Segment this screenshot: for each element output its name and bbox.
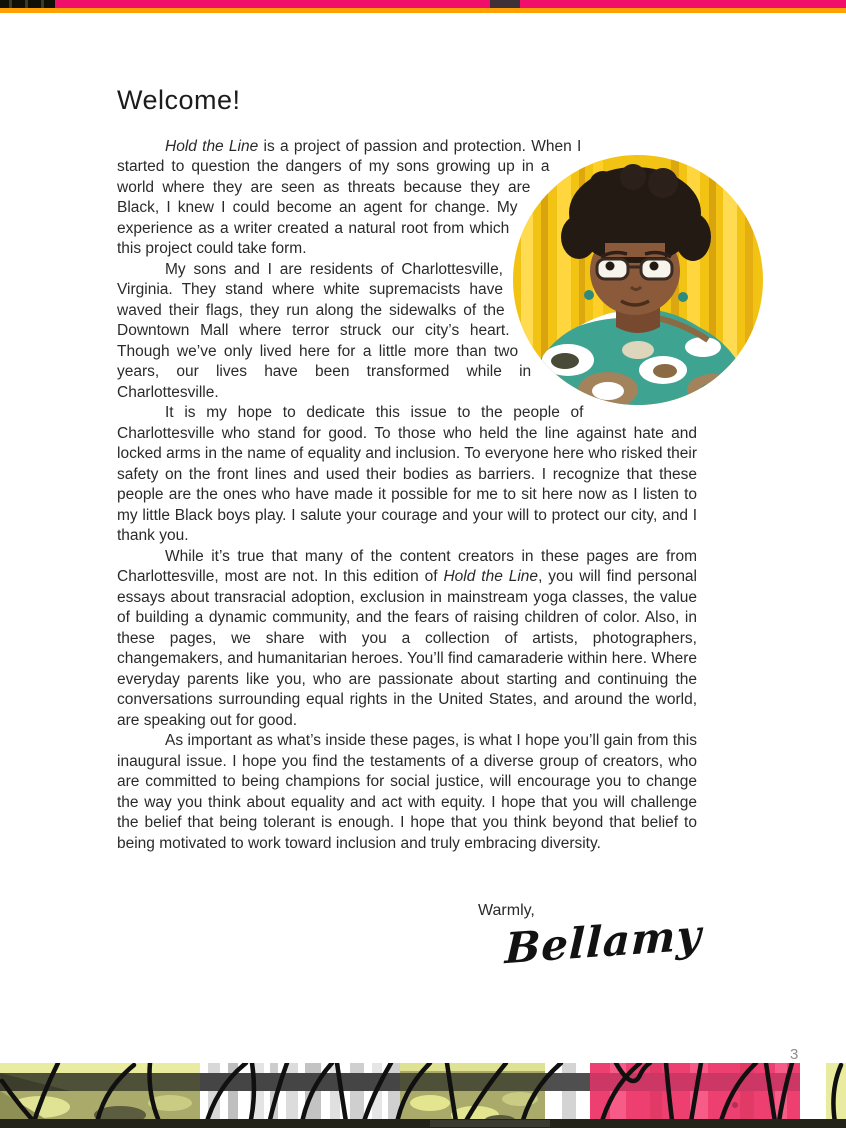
top-bar-left-pattern	[0, 0, 55, 8]
page-number: 3	[790, 1046, 799, 1063]
bottom-collage-graphic	[0, 1063, 846, 1128]
letter-paragraph-5: As important as what’s inside these pages, is what I hope you’ll gain from this inaugural issue. I hope you find the testaments of a diverse group of creators, who are committed to being champions for social justice, will encourage you to change the way you think about equality and act with equity. I hope that you will challenge the belief that being tolerant is enough. I hope that you think beyond that belief to being motivated to work toward inclusion and truly embracing diversity.	[117, 732, 697, 852]
portrait-photo-graphic	[513, 155, 763, 405]
paragraph-text: While it’s true that many of the content creators in these pages are from Charlottesville, most are not. In this edition of	[117, 547, 697, 586]
page-title: Welcome!	[117, 85, 241, 115]
top-bar-dark-segment	[490, 0, 520, 8]
top-bar-orange	[0, 8, 846, 13]
bottom-collage-strip	[0, 1063, 846, 1128]
letter-paragraph-1	[117, 137, 697, 260]
publication-name: Hold the Line	[443, 568, 539, 586]
letter-paragraph-3: It is my hope to dedicate this issue to the people of Charlottesville who stand for good. To those who held the line against hate and locked arms in the name of equality and inclusion. To everyone here who risked their safety on the front lines and used their bodies as barriers. I recognize that these people are the ones who have made it possible for me to sit here now as I listen to my little Black boys play. I salute your courage and your will to protect our city, and I thank you.	[117, 404, 697, 545]
paragraph-text: , you will find personal essays about transracial adoption, exclusion in mainstream yoga classes, the value of building a dynamic community, and the fears of raising children of color. Also, in these pages, we share with you a collection of artists, photographers, changemakers, and humanitarian heroes. You’ll find camaraderie within here. Where everyday parents like you, who are passionate about starting and continuing the conversations surrounding equal rights in the United States, and around the world, are speaking out for good.	[117, 568, 697, 729]
top-decorative-bar	[0, 0, 846, 13]
letter-content	[117, 85, 703, 974]
signature: Bellamy	[504, 910, 703, 974]
closing-salutation: Warmly,	[478, 902, 535, 920]
letter-paragraph-2: My sons and I are residents of Charlottesville, Virginia. They stand where white supremacists have waved their flags, they run along the sidewalks of the Downtown Mall where terror struck our city’s heart. Though we’ve only lived here for a little more than two years, our lives have been transformed while in Charlottesville.	[117, 260, 532, 401]
publication-name: Hold the Line	[165, 137, 259, 155]
portrait-photo	[513, 155, 763, 405]
paragraph-text: is a project of passion and protection. When I started to question the dangers of my sons growing up in a world where they are seen as threats because they are Black, I knew I could become an agent for change. My experience as a writer created a natural root from which this project could take form.	[117, 137, 582, 258]
top-bar-pink	[0, 0, 846, 8]
letter-paragraph-4	[117, 547, 697, 732]
